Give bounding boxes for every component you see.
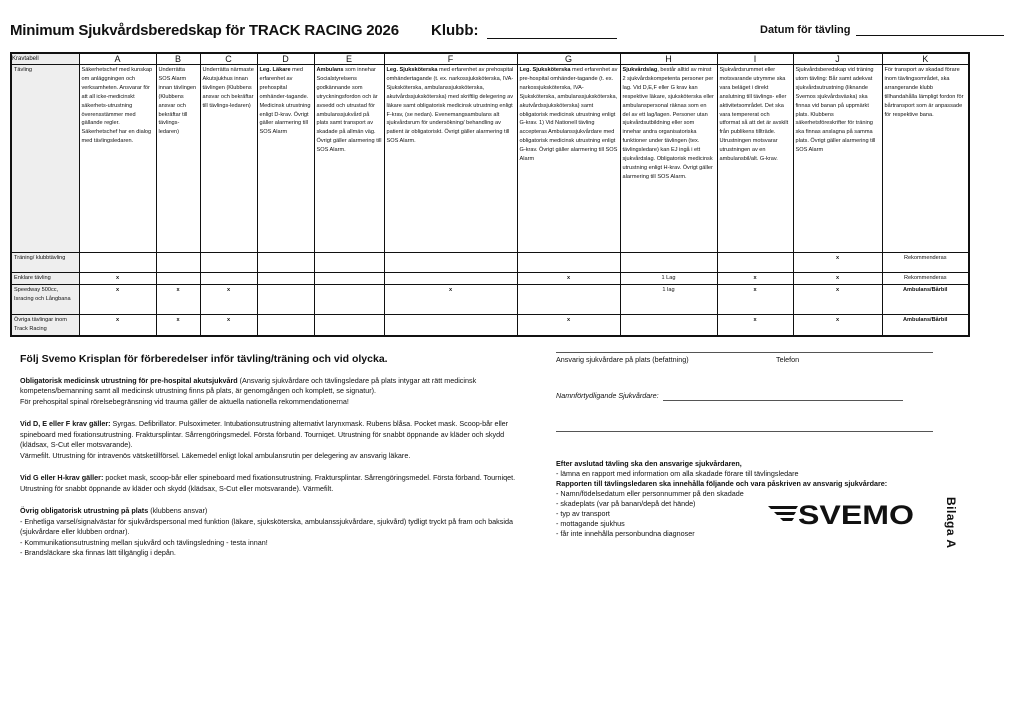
phone-label: Telefon bbox=[776, 355, 800, 364]
list-item: - får inte innehålla personbundna diagnoser bbox=[556, 529, 695, 538]
requirement-cell: Säkerhetschef med kunskap om anläggningen och verksamheten. Ansvarar för att all icke-medicinskt säkerhets-utrustning överensstämmer med gällande regler. Säkerhetschef har en dialog med tävlingsledaren. bbox=[79, 65, 156, 253]
table-cell bbox=[384, 253, 517, 273]
table-cell bbox=[384, 273, 517, 285]
table-cell: x bbox=[793, 314, 882, 335]
table-cell: x bbox=[79, 284, 156, 314]
requirement-cell: För transport av skadad förare inom tävlingsområdet, ska arrangerande klubb tillhandahålla lämpligt fordon för bårtransport som är anpassade för respektive bana. bbox=[882, 65, 969, 253]
bilaga-label: Bilaga A bbox=[944, 497, 958, 549]
table-cell: Rekommenderas bbox=[882, 253, 969, 273]
klubb-blank-line[interactable] bbox=[487, 24, 617, 39]
after-line: - lämna en rapport med information om alla skadade förare till tävlingsledare bbox=[556, 469, 799, 478]
list-item: - skadeplats (var på banan/depå det hände) bbox=[556, 499, 696, 508]
requirement-cell: Underrätta närmaste Akutsjukhus innan tävlingen (Klubbens ansvar och bekräftar till tävlings-ledaren) bbox=[200, 65, 257, 253]
column-header: J bbox=[793, 53, 882, 65]
column-header: I bbox=[717, 53, 793, 65]
table-cell: x bbox=[793, 284, 882, 314]
table-cell: x bbox=[517, 314, 620, 335]
table-cell bbox=[517, 284, 620, 314]
table-cell: x bbox=[200, 314, 257, 335]
table-cell bbox=[79, 253, 156, 273]
table-cell: x bbox=[517, 273, 620, 285]
column-header: F bbox=[384, 53, 517, 65]
table-cell: Ambulans/Bårbil bbox=[882, 284, 969, 314]
list-item: - Enhetliga varsel/signalvästar för sjukvårdspersonal med funktion (läkare, sjuksköterska, ambulanssjukvårdare, sjukvård) tydligt tryckt på fram och baksida (sjukvårdare eller klubben ordnar). bbox=[20, 516, 513, 536]
signature-line-2[interactable] bbox=[556, 427, 933, 432]
column-header: C bbox=[200, 53, 257, 65]
table-cell bbox=[314, 284, 384, 314]
namn-label: Namnförtydligande Sjukvårdare: bbox=[556, 391, 659, 400]
table-cell bbox=[257, 284, 314, 314]
instructions-section bbox=[20, 354, 530, 568]
ovrig-utrustning-paragraph: Övrig obligatorisk utrustning på plats (klubbens ansvar) - Enhetliga varsel/signalvästar för sjukvårdspersonal med funktion (läkare, sjuksköterska, ambulanssjukvårdare, sjukvård) tydligt tryckt på fram och baksida (sjukvårdare eller klubben ordnar). - Kommunikationsutrustning mellan sjukvård och tävlingsledning - testa innan! - Brandsläckare ska finnas lätt tillgänglig i depån. bbox=[20, 506, 513, 557]
table-cell: x bbox=[717, 284, 793, 314]
table-cell: x bbox=[384, 284, 517, 314]
table-row bbox=[11, 273, 969, 285]
table-cell: x bbox=[156, 284, 200, 314]
responsible-medic-label: Ansvarig sjukvårdare på plats (befattning) bbox=[556, 355, 689, 364]
equipment-paragraph: Obligatorisk medicinsk utrustning för pre-hospital akutsjukvård (Ansvarig sjukvårdare och tävlingsledare på plats intygar att rätt medicinsk kompetens/bemanning samt all medicinsk utrustning finns på plats, är genomgången och komplett, se signatur). För prehospital spinal rörelsebegränsning vid trauma gäller de aktuella nationella rekommendationerna! bbox=[20, 375, 477, 406]
table-cell bbox=[620, 253, 717, 273]
table-row bbox=[11, 284, 969, 314]
document-header bbox=[10, 22, 1014, 46]
column-header: E bbox=[314, 53, 384, 65]
report-heading: Rapporten till tävlingsledaren ska innehålla följande och vara påskriven av ansvarig sjukvårdare: bbox=[556, 479, 888, 488]
table-row-tavling bbox=[11, 65, 969, 253]
requirement-cell: Leg. Sjuksköterska med erfarenhet av prehospital omhändertagande (t. ex. narkossjuksköterska, IVA-Sjuksköterska, ambulanssjuksköterska, akutvårdssjuksköterska) med skriftlig delegering av läkare samt obligatorisk medicinsk utrustning enligt F-krav, (se nedan). Evenemangsambulans alt sjukvårdsrum för undersökning/ behandling av patient är obligatoriskt. Övrigt gäller alarmering till SOS Alarm. bbox=[384, 65, 517, 253]
table-cell bbox=[257, 253, 314, 273]
gh-krav-paragraph: Vid G eller H-krav gäller: pocket mask, scoop-bår eller spineboard med fixationsutrustning. Fraktursplintar. Sårrengöringsmedel. Första förband. Tourniqet. Utrustning för snabbt öppnande av kläder och skydd (klädsax, S-Cut eller motsvarande). Värmefilt. bbox=[20, 473, 516, 493]
column-header: B bbox=[156, 53, 200, 65]
requirement-cell: Sjukvårdslag, består alltid av minst 2 sjukvårdskompetenta personer per lag. Vid D,E,F eller G krav kan respektive läkare, sjuksköterska eller ambulanspersonal räknas som en del av ett lag/lagen. Personer utan sjukvårdsutbildning eller som innehar andra organisatoriska funktioner under tävlingen (tex. tävlingsledare) kan EJ ingå i ett sjukvårdslag. Obligatorisk medicinsk utrustning enligt H-krav. Övrigt gäller alarmering till SOS Alarm. bbox=[620, 65, 717, 253]
table-cell: x bbox=[79, 314, 156, 335]
table-cell: x bbox=[79, 273, 156, 285]
row-label: Tävling bbox=[11, 65, 79, 253]
column-header: K bbox=[882, 53, 969, 65]
column-header: D bbox=[257, 53, 314, 65]
table-cell: x bbox=[717, 314, 793, 335]
table-cell bbox=[314, 253, 384, 273]
after-heading: Efter avslutad tävling ska den ansvarige sjukvårdaren, bbox=[556, 459, 742, 468]
table-row bbox=[11, 314, 969, 335]
kravtabell-corner: Kravtabell bbox=[11, 53, 79, 65]
signature-line[interactable] bbox=[556, 348, 933, 353]
table-cell bbox=[257, 273, 314, 285]
list-item: - Brandsläckare ska finnas lätt tillgänglig i depån. bbox=[20, 548, 176, 557]
list-item: - typ av transport bbox=[556, 509, 610, 518]
table-cell bbox=[517, 253, 620, 273]
table-cell bbox=[257, 314, 314, 335]
table-cell bbox=[314, 314, 384, 335]
klubb-label: Klubb: bbox=[431, 22, 479, 39]
namn-field[interactable] bbox=[556, 391, 936, 401]
namn-blank-line[interactable] bbox=[663, 400, 903, 401]
table-cell bbox=[620, 314, 717, 335]
table-cell bbox=[384, 314, 517, 335]
table-cell bbox=[200, 253, 257, 273]
table-row bbox=[11, 253, 969, 273]
table-cell: x bbox=[156, 314, 200, 335]
table-cell bbox=[314, 273, 384, 285]
klubb-field[interactable] bbox=[431, 22, 617, 39]
row-label: Speedway 500cc, Isracing och Långbana bbox=[11, 284, 79, 314]
document-title: Minimum Sjukvårdsberedskap för TRACK RACING 2026 bbox=[10, 22, 399, 39]
list-item: - Namn/födelsedatum eller personnummer på den skadade bbox=[556, 489, 744, 498]
table-cell: Rekommenderas bbox=[882, 273, 969, 285]
table-cell: x bbox=[200, 284, 257, 314]
column-header: H bbox=[620, 53, 717, 65]
row-label: Träning/ klubbtävling bbox=[11, 253, 79, 273]
requirement-cell: Sjukvårdsberedskap vid träning utom tävling: Bår samt adekvat sjukvårdsutrustning (liknande Svemos sjukvårdsväska) ska finnas vid banan på uppmärkt plats. Klubbens säkerhetsföreskrifter för träning ska finnas anslagna på samma plats. Övrigt gäller alarmering till SOS Alarm bbox=[793, 65, 882, 253]
table-cell: x bbox=[793, 273, 882, 285]
table-cell bbox=[156, 253, 200, 273]
table-cell: Ambulans/Bårbil bbox=[882, 314, 969, 335]
datum-field[interactable] bbox=[760, 24, 1004, 36]
table-cell: x bbox=[793, 253, 882, 273]
table-cell bbox=[717, 253, 793, 273]
datum-label: Datum för tävling bbox=[760, 24, 851, 36]
def-krav-paragraph: Vid D, E eller F krav gäller: Syrgas. Defibrillator. Pulsoximeter. Intubationsutrustning alternativt larynxmask. Rubens blåsa. Pocket mask. Scoop-bår eller spineboard med fixationsutrustning. Fraktursplintar. Sårrengöringsmedel. Första förband. Tourniqet. Utrustning för snabbt öppnande av kläder och skydd (klädsax, S-Cut eller motsvarande). Värmefilt. Utrustning för intravenös vätsketillförsel. Läkemedel enligt lokal ambulansrutin per delegering av ansvarig läkare. bbox=[20, 419, 509, 460]
table-cell: 1 lag bbox=[620, 284, 717, 314]
row-label: Enklare tävling bbox=[11, 273, 79, 285]
table-cell bbox=[156, 273, 200, 285]
column-header: A bbox=[79, 53, 156, 65]
svg-text:SVEMO: SVEMO bbox=[798, 500, 914, 528]
row-label: Övriga tävlingar inom Track Racing bbox=[11, 314, 79, 335]
requirement-cell: Ambulans som innehar Socialstyrelsens godkännande som utryckningsfordon och är avsedd och utrustad för ambulanssjukvård på plats samt transport av skadade på allmän väg. Övrigt gäller alarmering till SOS Alarm. bbox=[314, 65, 384, 253]
table-cell: x bbox=[717, 273, 793, 285]
column-header: G bbox=[517, 53, 620, 65]
requirement-cell: Leg. Läkare med erfarenhet av prehospital omhänder-tagande. Medicinsk utrustning enligt D-krav. Övrigt gäller alarmering till SOS Alarm bbox=[257, 65, 314, 253]
requirement-cell: Underrätta SOS Alarm innan tävlingen (Klubbens ansvar och bekräftar till tävlings-ledaren) bbox=[156, 65, 200, 253]
signature-section bbox=[556, 348, 936, 432]
svemo-logo bbox=[768, 500, 916, 528]
kravtabell bbox=[10, 52, 970, 337]
list-item: - Kommunikationsutrustning mellan sjukvård och tävlingsledning - testa innan! bbox=[20, 537, 268, 547]
krisplan-heading: Följ Svemo Krisplan för förberedelser inför tävling/träning och vid olycka. bbox=[20, 353, 388, 365]
requirement-cell: Sjukvårdsrummet eller motsvarande utrymme ska vara beläget i direkt anslutning till tävlings- eller aktivitetsområdet. Det ska vara tempererat och utformat så att det är avskilt från publikens tillträde. Utrustningen motsvarar utrustningen av en ambulansbil/alt. G-krav. bbox=[717, 65, 793, 253]
table-cell bbox=[200, 273, 257, 285]
table-cell: 1 Lag bbox=[620, 273, 717, 285]
list-item: - mottagande sjukhus bbox=[556, 519, 625, 528]
table-header-row bbox=[11, 53, 969, 65]
datum-blank-line[interactable] bbox=[856, 25, 1004, 36]
requirement-cell: Leg. Sjuksköterska med erfarenhet av pre-hospital omhänder-tagande (t. ex. narkossjuksköterska, IVA-Sjuksköterska, ambulanssjuksköterska, akutvårdssjuksköterska) samt obligatorisk medicinsk utrustning enligt G-krav. 1) Vid Nationell tävling accepteras Ambulanssjukvårdare med obligatorisk medicinsk utrustning enligt G-krav. Övrigt gäller alarmering till SOS Alarm bbox=[517, 65, 620, 253]
